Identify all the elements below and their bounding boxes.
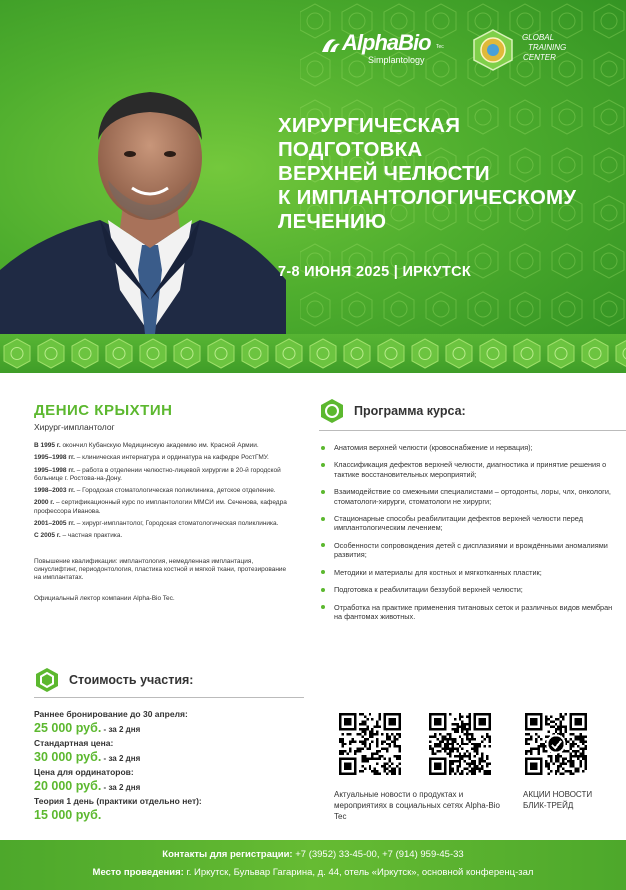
price-label: Теория 1 день (практики отдельно нет): <box>34 796 202 806</box>
bio-entry <box>34 467 294 484</box>
title-line-5: ЛЕЧЕНИЮ <box>278 210 387 233</box>
qr-code-social-1[interactable] <box>339 713 401 775</box>
bio-text: – сертификационный курс по имплантологии ММСИ им. Сеченова, кафедра профессора Иванова. <box>34 499 287 515</box>
venue-label: Место проведения: <box>92 867 184 878</box>
bio-text: – работа в отделении челюстно-лицевой хирургии в 20-й городской больнице г. Ростова-на-Дону. <box>34 466 281 482</box>
price-row <box>34 720 304 737</box>
program-item: Анатомия верхней челюсти (кровоснабжение и нервация); <box>321 443 621 452</box>
price-value: 20 000 руб. <box>34 779 102 793</box>
price-value: 15 000 руб. <box>34 808 102 822</box>
price-label: Раннее бронирование до 30 апреля: <box>34 709 188 719</box>
title-line-2: ПОДГОТОВКА <box>278 138 423 161</box>
price-row <box>34 749 304 766</box>
course-title <box>278 114 618 234</box>
program-item: Классификация дефектов верхней челюсти, диагностика и принятие решения о тактике восстановительных мероприятий; <box>321 460 621 479</box>
qr-caption-promo: АКЦИИ НОВОСТИ БЛИК-ТРЕЙД <box>523 790 593 810</box>
program-item: Стационарные способы реабилитации дефектов верхней челюсти перед имплантологическим лечением; <box>321 514 621 533</box>
title-line-4: К ИМПЛАНТОЛОГИЧЕСКОМУ <box>278 186 577 209</box>
title-line-1: ХИРУРГИЧЕСКАЯ <box>278 114 461 137</box>
hexagon-icon <box>34 667 60 693</box>
gtc-text <box>522 33 566 63</box>
program-item: Методики и материалы для костных и мягкотканных пластик; <box>321 568 621 577</box>
alphabio-mark-icon <box>320 34 342 56</box>
qr-caption-news: Актуальные новости о продуктах и мероприятиях в социальных сетях Alpha-Bio Tec <box>334 790 500 821</box>
price-label: Стандартная цена: <box>34 738 114 748</box>
speaker-role: Хирург-имплантолог <box>34 422 115 432</box>
course-date-place: 7-8 ИЮНЯ 2025 | ИРКУТСК <box>278 264 472 280</box>
bio-entry <box>34 487 294 495</box>
bio-qualification: Повышение квалификации: имплантология, немедленная имплантация, синуслифтинг, периодонтология, пластика костной и мягкой ткани, протезирование на имплантатах. <box>34 557 287 582</box>
price-value: 30 000 руб. <box>34 750 102 764</box>
footer <box>0 840 626 890</box>
program-list <box>321 443 621 629</box>
gtc-emblem-icon <box>466 28 520 72</box>
hex-strip <box>0 334 626 373</box>
bio-entry <box>34 499 294 516</box>
bio-entry <box>34 532 294 540</box>
bio-year: 1995–1998 гг. <box>34 466 75 474</box>
bio-entry <box>34 454 294 462</box>
bio-text: окончил Кубанскую Медицинскую академию им. Красной Армии. <box>60 442 259 449</box>
footer-contacts <box>0 849 626 860</box>
title-line-3: ВЕРХНЕЙ ЧЕЛЮСТИ <box>278 162 490 185</box>
program-item: Подготовка к реабилитации беззубой верхней челюсти; <box>321 585 621 594</box>
global-training-center-logo <box>466 28 576 72</box>
cost-heading <box>34 667 193 693</box>
venue-address: г. Иркутск, Бульвар Гагарина, д. 44, отель «Иркутск», основной конференц-зал <box>183 867 534 878</box>
bio-entry <box>34 520 294 528</box>
hexagon-icon <box>319 398 345 424</box>
bio-text: – частная практика. <box>60 532 123 540</box>
price-list <box>34 709 304 825</box>
hero-banner <box>0 0 626 373</box>
alphabio-logo <box>320 30 450 68</box>
brand-tec: Tec <box>436 44 444 50</box>
contacts-phones[interactable]: +7 (3952) 33-45-00, +7 (914) 959-45-33 <box>292 849 464 860</box>
qr-code-promo[interactable] <box>525 713 587 775</box>
qr-code-social-2[interactable] <box>429 713 491 775</box>
price-value: 25 000 руб. <box>34 721 102 735</box>
contacts-label: Контакты для регистрации: <box>162 849 293 860</box>
brand-name: AlphaBio <box>342 30 431 55</box>
speaker-bio <box>34 442 294 603</box>
price-label: Цена для ординаторов: <box>34 767 134 777</box>
cost-heading-label: Стоимость участия: <box>69 673 194 687</box>
price-unit: - за 2 дня <box>101 725 141 734</box>
program-item: Особенности сопровождения детей с дисплазиями и врождёнными аномалиями развития; <box>321 541 621 560</box>
bio-text: – хирург-имплантолог, Городская стоматологическая поликлиника. <box>74 520 279 528</box>
bio-entry <box>34 442 294 450</box>
program-item: Отработка на практике применения титановых сеток и различных видов мембран на фантомах животных. <box>321 603 621 622</box>
bio-year: 1998–2003 гг. <box>34 487 75 495</box>
bio-lector: Официальный лектор компании Alpha-Bio Tec. <box>34 594 175 602</box>
gtc-line-2: TRAINING <box>528 43 567 52</box>
bio-year: 1995–1998 гг. <box>34 454 75 462</box>
footer-venue <box>0 867 626 878</box>
gtc-line-3: CENTER <box>523 53 556 62</box>
bio-text: – клиническая интернатура и ординатура на кафедре РостГМУ. <box>74 454 269 462</box>
bio-year: 2001–2005 гг. <box>34 520 75 528</box>
speaker-photo <box>0 70 286 334</box>
price-row <box>34 807 304 824</box>
bio-year: В 1995 г. <box>34 442 61 449</box>
price-row <box>34 778 304 795</box>
bio-year: 2000 г. <box>34 499 55 507</box>
gtc-line-1: GLOBAL <box>522 33 555 42</box>
bio-text: – Городская стоматологическая поликлиника, детское отделение. <box>74 487 276 495</box>
program-heading-label: Программа курса: <box>354 404 466 418</box>
price-unit: - за 2 дня <box>101 783 141 792</box>
divider <box>319 430 626 431</box>
bio-year: С 2005 г. <box>34 532 61 540</box>
price-unit: - за 2 дня <box>101 754 141 763</box>
hex-strip-pattern <box>0 334 626 373</box>
divider <box>34 697 304 698</box>
program-heading <box>319 398 466 424</box>
speaker-name: ДЕНИС КРЫХТИН <box>34 402 173 419</box>
program-item: Взаимодействие со смежными специалистами – ортодонты, лоры, члх, онкологи, стоматологи-хирурги, стоматологи не хирурги; <box>321 487 621 506</box>
brand-subtitle: Simplantology <box>368 55 425 65</box>
